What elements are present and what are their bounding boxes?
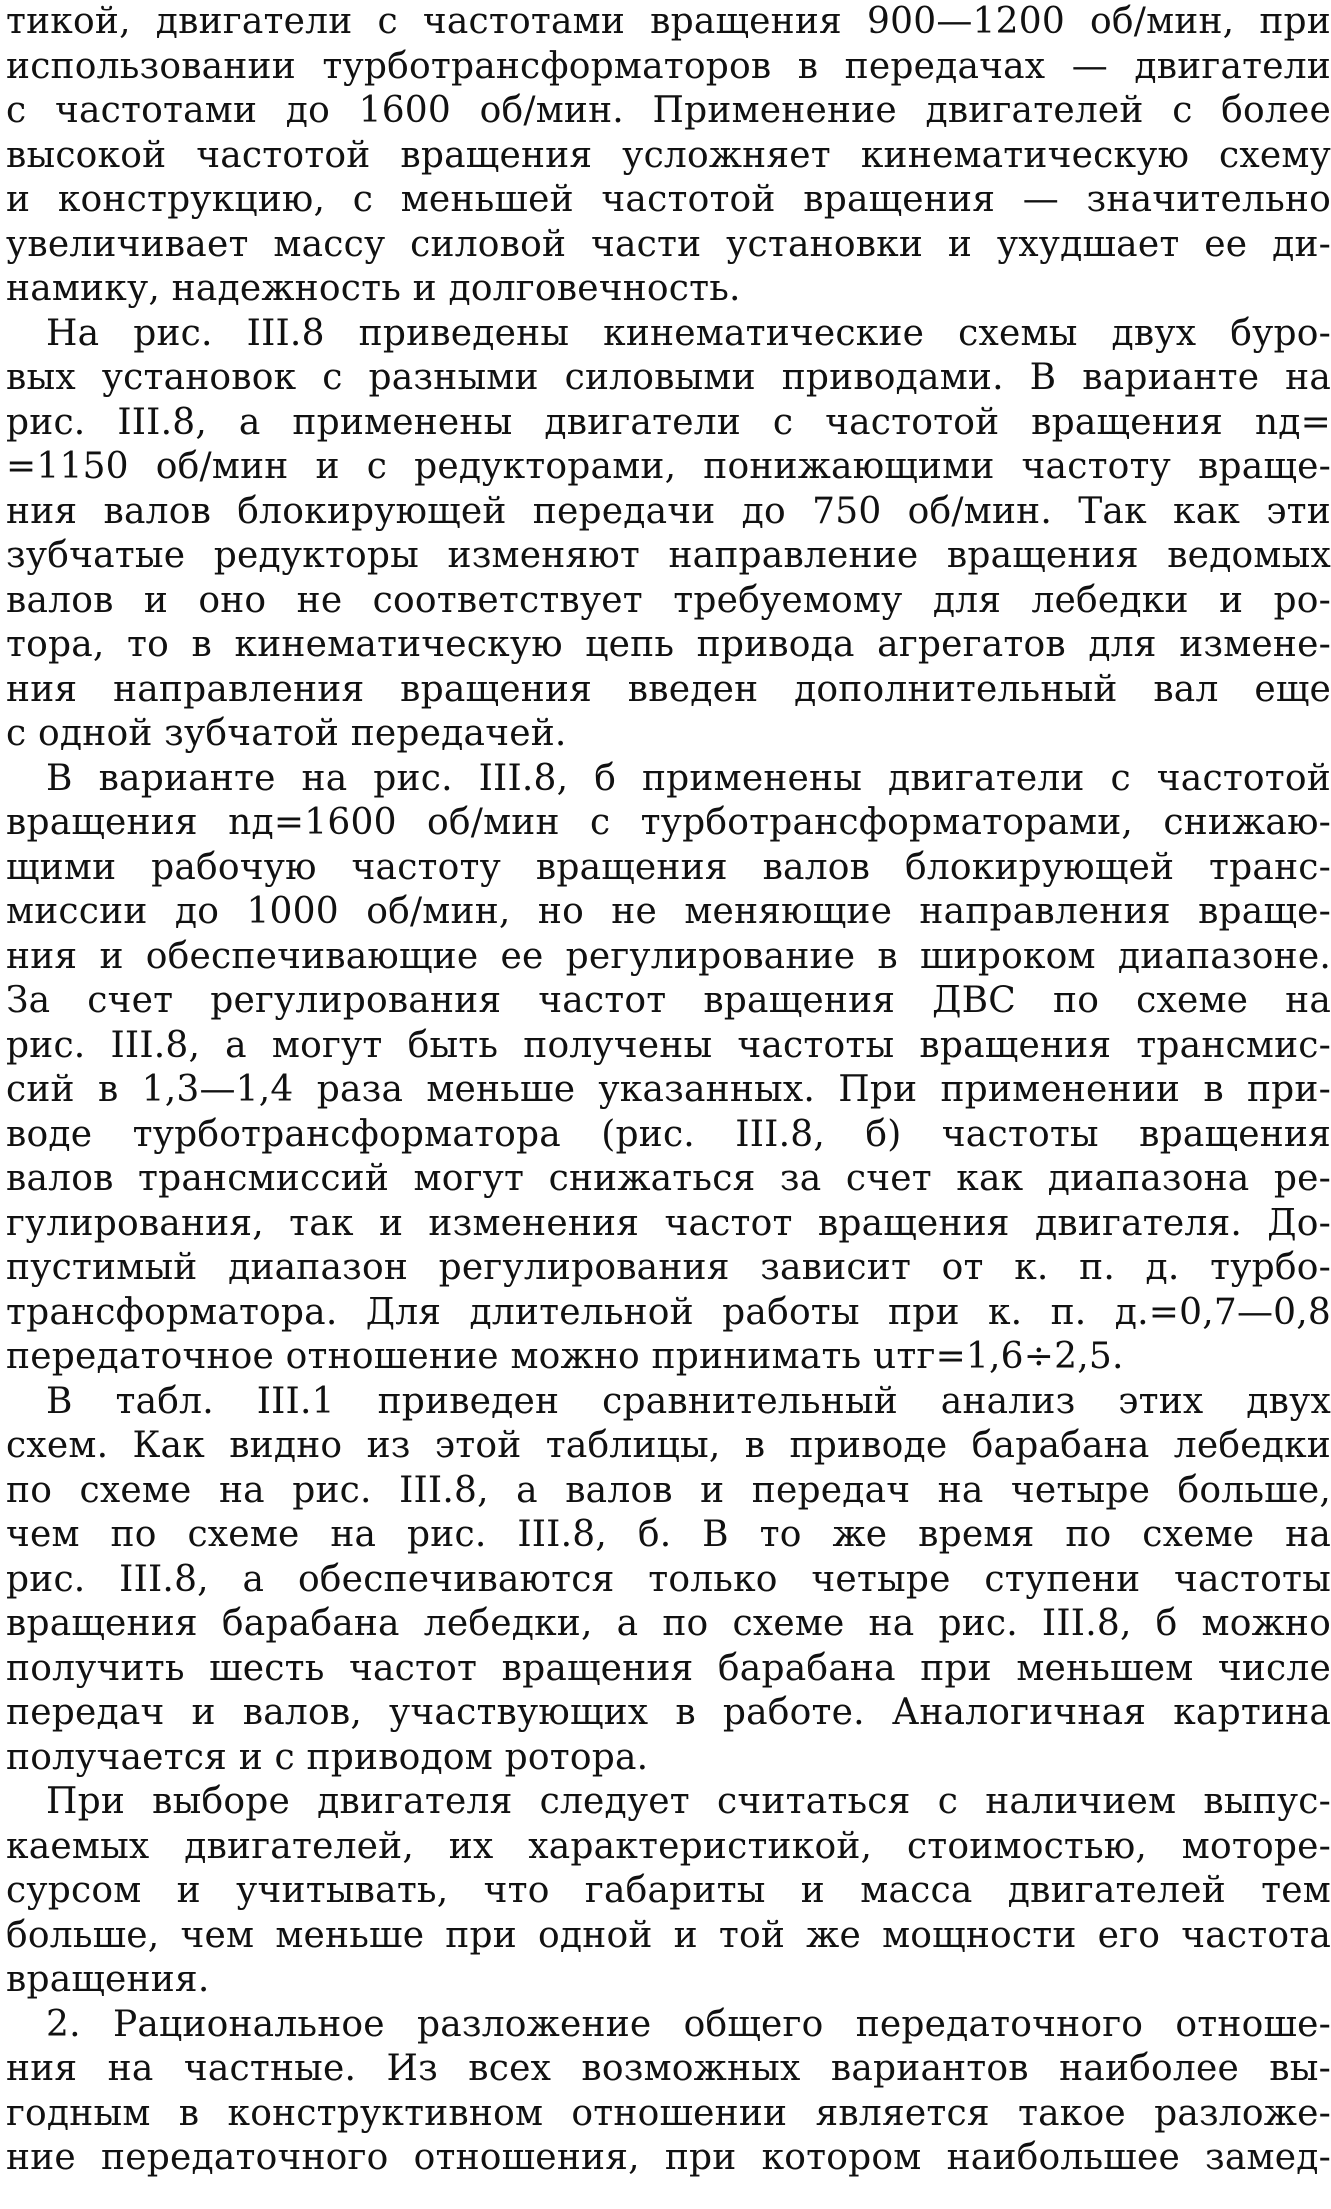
text-line: тора, то в кинематическую цепь привода агрегатов для измене- (6, 624, 1331, 665)
text-line: каемых двигателей, их характеристикой, стоимостью, моторе- (6, 1825, 1331, 1867)
text-line: валов трансмиссий могут снижаться за счет как диапазона ре- (6, 1158, 1331, 1199)
text-line: ния валов блокирующей передачи до 750 об/мин. Так как эти (6, 490, 1331, 532)
text-line: намику, надежность и долговечность. (6, 268, 741, 309)
text-line: получить шесть частот вращения барабана при меньшем числе (6, 1647, 1331, 1689)
text-line: чем по схеме на рис. III.8, б. В то же время по схеме на (6, 1514, 1331, 1555)
text-line: На рис. III.8 приведены кинематические схемы двух буро- (46, 312, 1331, 354)
text-line: получается и с приводом ротора. (6, 1736, 649, 1778)
text-line: ния направления вращения введен дополнительный вал еще (6, 668, 1331, 710)
text-line: сурсом и учитывать, что габариты и масса двигателей тем (6, 1870, 1331, 1911)
text-line: с частотами до 1600 об/мин. Применение двигателей с более (6, 90, 1331, 131)
text-line: рис. III.8, а применены двигатели с частотой вращения nд= (6, 401, 1331, 443)
text-line: годным в конструктивном отношении является такое разложе- (6, 2092, 1331, 2134)
text-line: ния на частные. Из всех возможных вариантов наиболее вы- (6, 2048, 1331, 2089)
text-line: За счет регулирования частот вращения ДВС по схеме на (6, 980, 1331, 1021)
text-line: высокой частотой вращения усложняет кинематическую схему (6, 134, 1331, 176)
paragraph-p5 (0, 1780, 1331, 2003)
text-line: пустимый диапазон регулирования зависит от к. п. д. турбо- (6, 1247, 1331, 1288)
text-line: рис. III.8, а могут быть получены частоты вращения трансмис- (6, 1024, 1331, 1066)
paragraph-p6 (0, 2003, 1331, 2181)
paragraph-p3 (0, 757, 1331, 1380)
text-line: передач и валов, участвующих в работе. Аналогичная картина (6, 1692, 1331, 1733)
text-line: трансформатора. Для длительной работы при к. п. д.=0,7—0,8 (6, 1291, 1331, 1333)
text-line: вых установок с разными силовыми приводами. В варианте на (6, 357, 1331, 398)
text-line: В варианте на рис. III.8, б применены двигатели с частотой (46, 757, 1331, 799)
text-line: щими рабочую частоту вращения валов блокирующей транс- (6, 846, 1331, 888)
paragraph-p4 (0, 1380, 1331, 1781)
text-line: и конструкцию, с меньшей частотой вращения — значительно (6, 179, 1331, 220)
text-line: увеличивает массу силовой части установки и ухудшает ее ди- (6, 223, 1331, 265)
text-line: вращения nд=1600 об/мин с турботрансформаторами, снижаю- (6, 802, 1331, 843)
text-line: зубчатые редукторы изменяют направление вращения ведомых (6, 535, 1331, 576)
text-line: вращения барабана лебедки, а по схеме на рис. III.8, б можно (6, 1603, 1331, 1644)
text-line: по схеме на рис. III.8, а валов и передач на четыре больше, (6, 1469, 1331, 1511)
text-line: При выборе двигателя следует считаться с наличием выпус- (46, 1781, 1331, 1822)
text-line: В табл. III.1 приведен сравнительный анализ этих двух (46, 1380, 1331, 1422)
text-line: передаточное отношение можно принимать uтг=1,6÷2,5. (6, 1336, 1124, 1377)
paragraph-p1 (0, 0, 1331, 312)
text-line: рис. III.8, а обеспечиваются только четыре ступени частоты (6, 1558, 1331, 1600)
text-line: ния и обеспечивающие ее регулирование в широком диапазоне. (6, 935, 1331, 977)
text-line: ние передаточного отношения, при котором наибольшее замед- (6, 2137, 1331, 2178)
text-line: миссии до 1000 об/мин, но не меняющие направления враще- (6, 891, 1331, 932)
text-line: вращения. (6, 1959, 210, 2000)
text-line: с одной зубчатой передачей. (6, 713, 567, 754)
text-line: тикой, двигатели с частотами вращения 900—1200 об/мин, при (6, 1, 1331, 42)
text-line: сий в 1,3—1,4 раза меньше указанных. При применении в при- (6, 1069, 1331, 1110)
text-line: гулирования, так и изменения частот вращения двигателя. До- (6, 1202, 1331, 1244)
text-line: использовании турботрансформаторов в передачах — двигатели (6, 45, 1331, 87)
text-line: =1150 об/мин и с редукторами, понижающими частоту враще- (6, 446, 1331, 487)
text-line: 2. Рациональное разложение общего передаточного отноше- (46, 2003, 1331, 2045)
text-line: больше, чем меньше при одной и той же мощности его частота (6, 1914, 1331, 1956)
paragraph-p2 (0, 312, 1331, 757)
text-line: воде турботрансформатора (рис. III.8, б) частоты вращения (6, 1113, 1331, 1155)
text-line: валов и оно не соответствует требуемому для лебедки и ро- (6, 579, 1331, 621)
text-line: схем. Как видно из этой таблицы, в приводе барабана лебедки (6, 1425, 1331, 1466)
